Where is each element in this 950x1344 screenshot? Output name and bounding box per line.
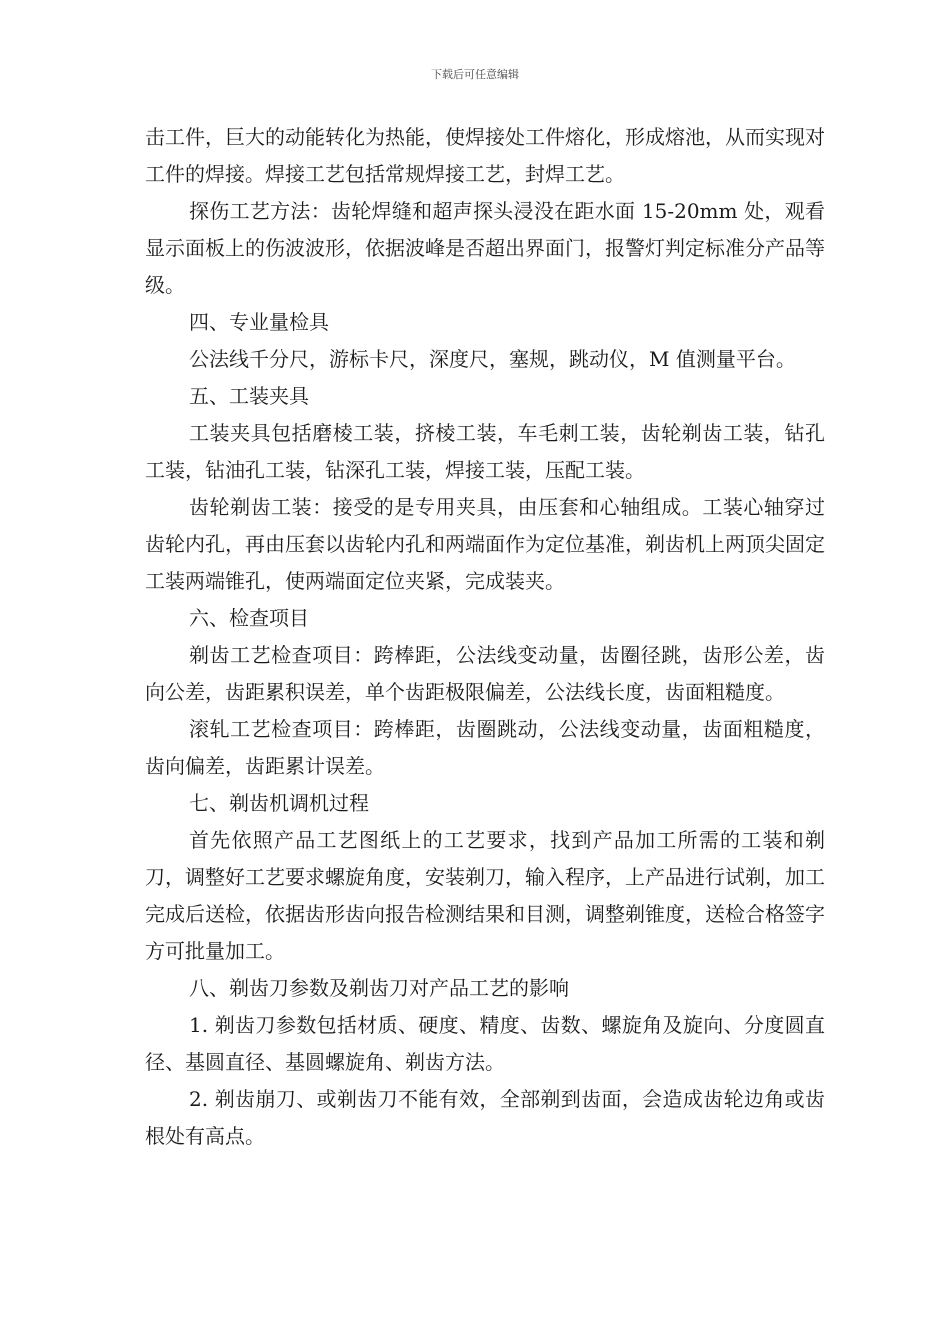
paragraph-shaving-fixture: 齿轮剃齿工装：接受的是专用夹具，由压套和心轴组成。工装心轴穿过齿轮内孔，再由压套以齿轮内孔和两端面作为定位基准，剃齿机上两顶尖固定工装两端锥孔，使两端面定位夹紧，完成装夹。 xyxy=(145,495,825,593)
paragraph-measuring-tools: 公法线千分尺，游标卡尺，深度尺，塞规，跳动仪，M 值测量平台。 xyxy=(189,347,796,371)
section-heading-fixtures: 五、工装夹具 xyxy=(189,384,309,408)
paragraph-welding-continued: 击工件，巨大的动能转化为热能，使焊接处工件熔化，形成熔池，从而实现对工件的焊接。焊接工艺包括常规焊接工艺，封焊工艺。 xyxy=(145,125,825,186)
paragraph-flaw-detection: 探伤工艺方法：齿轮焊缝和超声探头浸没在距水面 15-20mm 处，观看显示面板上的伤波波形，依据波峰是否超出界面门，报警灯判定标准分产品等级。 xyxy=(145,199,825,297)
section-heading-machine-setup: 七、剃齿机调机过程 xyxy=(189,791,369,815)
section-heading-inspection: 六、检查项目 xyxy=(189,606,309,630)
paragraph-cutter-chipping: 2. 剃齿崩刀、或剃齿刀不能有效，全部剃到齿面，会造成齿轮边角或齿根处有高点。 xyxy=(145,1087,825,1148)
paragraph-fixtures-list: 工装夹具包括磨棱工装，挤棱工装，车毛刺工装，齿轮剃齿工装，钻孔工装，钻油孔工装，钻深孔工装，焊接工装，压配工装。 xyxy=(145,421,825,482)
paragraph-rolling-inspection: 滚轧工艺检查项目：跨棒距，齿圈跳动，公法线变动量，齿面粗糙度，齿向偏差，齿距累计误差。 xyxy=(145,717,825,778)
section-heading-measuring-tools: 四、专业量检具 xyxy=(189,310,329,334)
paragraph-shaving-inspection: 剃齿工艺检查项目：跨棒距，公法线变动量，齿圈径跳，齿形公差，齿向公差，齿距累积误差，单个齿距极限偏差，公法线长度，齿面粗糙度。 xyxy=(145,643,825,704)
paragraph-cutter-params: 1. 剃齿刀参数包括材质、硬度、精度、齿数、螺旋角及旋向、分度圆直径、基圆直径、基圆螺旋角、剃齿方法。 xyxy=(145,1013,825,1074)
document-body xyxy=(145,119,825,1155)
section-heading-cutter-params: 八、剃齿刀参数及剃齿刀对产品工艺的影响 xyxy=(189,976,569,1000)
paragraph-machine-setup: 首先依照产品工艺图纸上的工艺要求，找到产品加工所需的工装和剃刀，调整好工艺要求螺旋角度，安装剃刀，输入程序，上产品进行试剃，加工完成后送检，依据齿形齿向报告检测结果和目测，调整剃锥度，送检合格签字方可批量加工。 xyxy=(145,828,825,963)
header-note: 下载后可任意编辑 xyxy=(431,68,519,81)
